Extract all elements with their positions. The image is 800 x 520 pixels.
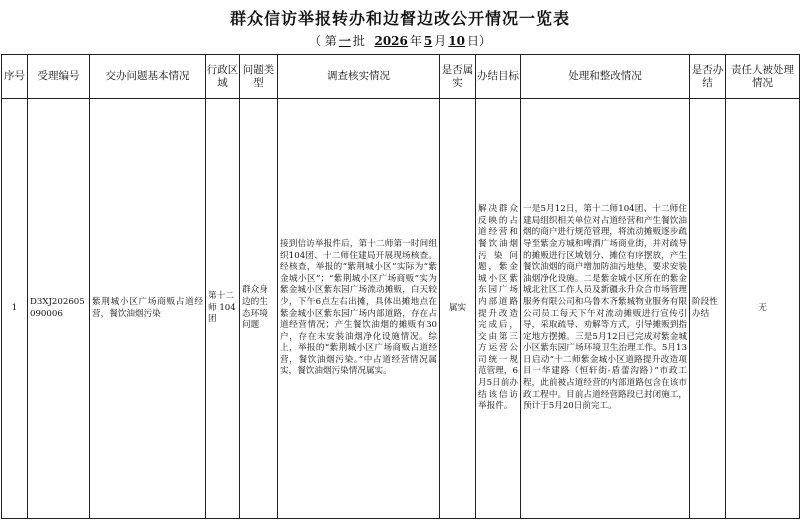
petition-table: [1, 54, 800, 519]
date-day: 10: [448, 34, 465, 48]
col-header-verified: 是否属实: [440, 55, 476, 99]
cell-completed: 阶段性办结: [690, 99, 726, 519]
col-header-goal: 办结目标: [476, 55, 521, 99]
batch-label: 批: [352, 34, 365, 48]
cell-problem: 紫荆城小区广场商贩占道经营，餐饮油烟污染: [90, 99, 206, 519]
col-header-investigation: 调查核实情况: [278, 55, 440, 99]
col-header-region: 行政区域: [206, 55, 240, 99]
subtitle-close: ）: [479, 34, 492, 48]
col-header-problem: 交办问题基本情况: [90, 55, 206, 99]
cell-case-no: D3XJ202605090006: [28, 99, 90, 519]
table-header-row: [2, 55, 800, 99]
date-month: 5: [423, 34, 433, 48]
col-header-seq: 序号: [2, 55, 28, 99]
table-row: [2, 99, 800, 519]
batch-subtitle: [0, 32, 800, 49]
year-unit: 年: [409, 34, 422, 48]
month-unit: 月: [434, 34, 447, 48]
subtitle-open: （ 第: [308, 34, 337, 48]
day-unit: 日: [466, 34, 479, 48]
col-header-case-no: 受理编号: [28, 55, 90, 99]
cell-seq: 1: [2, 99, 28, 519]
cell-verified: 属实: [440, 99, 476, 519]
batch-number: 一: [338, 34, 351, 48]
page-title: 群众信访举报转办和边督边改公开情况一览表: [229, 9, 570, 28]
cell-handling: 一是5月12日，第十二师104团、十二师住建局组织相关单位对占道经营和产生餐饮油烟的商户进行规范管理，将流动摊贩逐步疏导至紫金方城和啤酒广场商业街，并对疏导的摊贩进行区域划分、摊位有序摆放，产生餐饮油烟的商户增加防油污地垫，要求安装油烟净化设施。二是紫金城小区所在的紫金城北社区工作人员及新疆永升众合市场管理服务有限公司和乌鲁木齐紫城物业服务有限公司员工每天下午对流动摊贩进行宣传引导，采取疏导、劝解等方式，引导摊贩到指定地方摆摊。三是5月12日已完成对紫金城小区紫东园广场环境卫生治理工作。5月13日启动“十二师紫金城小区道路提升改造项目一华建路（恒轩街-盾蕾沟路）”市政工程，此前被占道经营的内部道路包含在该市政工程中。目前占道经营路段已封闭施工，预计于5月20日前完工。: [521, 99, 690, 519]
cell-goal: 解决群众反映的占道经营和餐饮油烟污染问题，紫金城小区紫东园广场内部道路提升改造完成后，交由第三方运营公司统一规范管理，6月5日前办结该信访举报件。: [476, 99, 521, 519]
col-header-accountability: 责任人被处理情况: [726, 55, 800, 99]
cell-type: 群众身边的生态环境问题: [240, 99, 278, 519]
cell-accountability: 无: [726, 99, 800, 519]
col-header-handling: 处理和整改情况: [521, 55, 690, 99]
col-header-completed: 是否办结: [690, 55, 726, 99]
cell-investigation: 接到信访举报件后，第十二师第一时间组织104团、十二师住建局开展现场核查。经核查，举报的“紫荆城小区”实际为“紫金城小区”；“紫荆城小区广场商贩”实为紫金城小区紫东园广场流动摊贩，白天较少，下午6点左右出摊，具体出摊地点在紫金城小区紫东园广场内部道路，存在占道经营情况；产生餐饮油烟的摊贩有30户，存在未安装油烟净化设施情况。综上，举报的“紫荆城小区广场商贩占道经营，餐饮油烟污染。”中占道经营情况属实，餐饮油烟污染情况属实。: [278, 99, 440, 519]
cell-region: 第十二师 104团: [206, 99, 240, 519]
date-year: 2026: [374, 34, 408, 48]
col-header-type: 问题类型: [240, 55, 278, 99]
